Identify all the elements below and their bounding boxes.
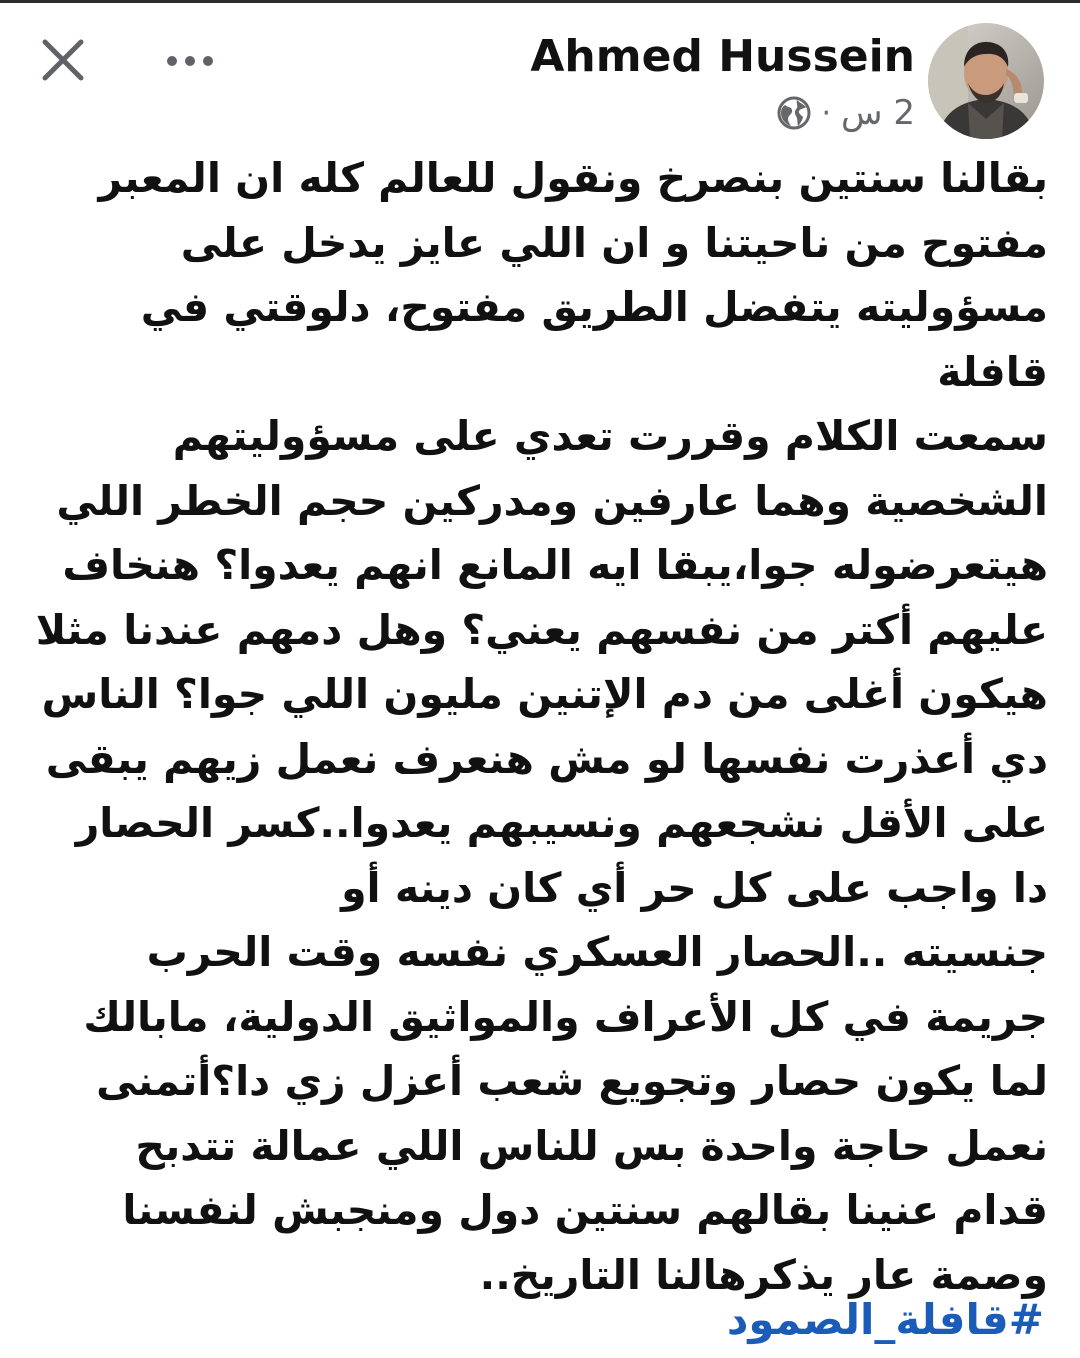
author-name[interactable]: Ahmed Hussein	[530, 31, 915, 82]
post-header	[0, 3, 1080, 143]
post-meta	[776, 91, 916, 135]
more-options-icon	[165, 54, 215, 68]
post-timestamp[interactable]: 2 س	[841, 93, 915, 133]
avatar-image	[928, 23, 1044, 139]
more-options-button[interactable]	[160, 41, 220, 81]
close-icon	[41, 38, 85, 82]
meta-separator: ·	[821, 95, 832, 131]
hashtag-link[interactable]: #قافلة_الصمود	[726, 1295, 1044, 1344]
globe-icon[interactable]	[776, 95, 812, 131]
post-body-text: بقالنا سنتين بنصرخ ونقول للعالم كله ان المعبر مفتوح من ناحيتنا و ان اللي عايز يدخل على مسؤوليته يتفضل الطريق مفتوح، دلوقتي في قافلة سمعت الكلام وقررت تعدي على مسؤوليتهم الشخصية وهما عارفين ومدركين حجم الخطر اللي هيتعرضوله جوا،يبقا ايه المانع انهم يعدوا؟ هنخاف عليهم أكتر من نفسهم يعني؟ وهل دمهم عندنا مثلا هيكون أغلى من دم الإتنين مليون اللي جوا؟ الناس دي أعذرت نفسها لو مش هنعرف نعمل زيهم يبقى على الأقل نشجعهم ونسيبهم يعدوا..كسر الحصار دا واجب على كل حر أي كان دينه أو جنسيته ..الحصار العسكري نفسه وقت الحرب جريمة في كل الأعراف والمواثيق الدولية، مابالك لما يكون حصار وتجويع شعب أعزل زي دا؟أتمنى نعمل حاجة واحدة بس للناس اللي عمالة تتدبح قدام عنينا بقالهم سنتين دول ومنجبش لنفسنا وصمة عار يذكرهالنا التاريخ..	[35, 154, 1048, 1299]
close-button[interactable]	[34, 31, 92, 89]
author-avatar[interactable]	[928, 23, 1044, 139]
